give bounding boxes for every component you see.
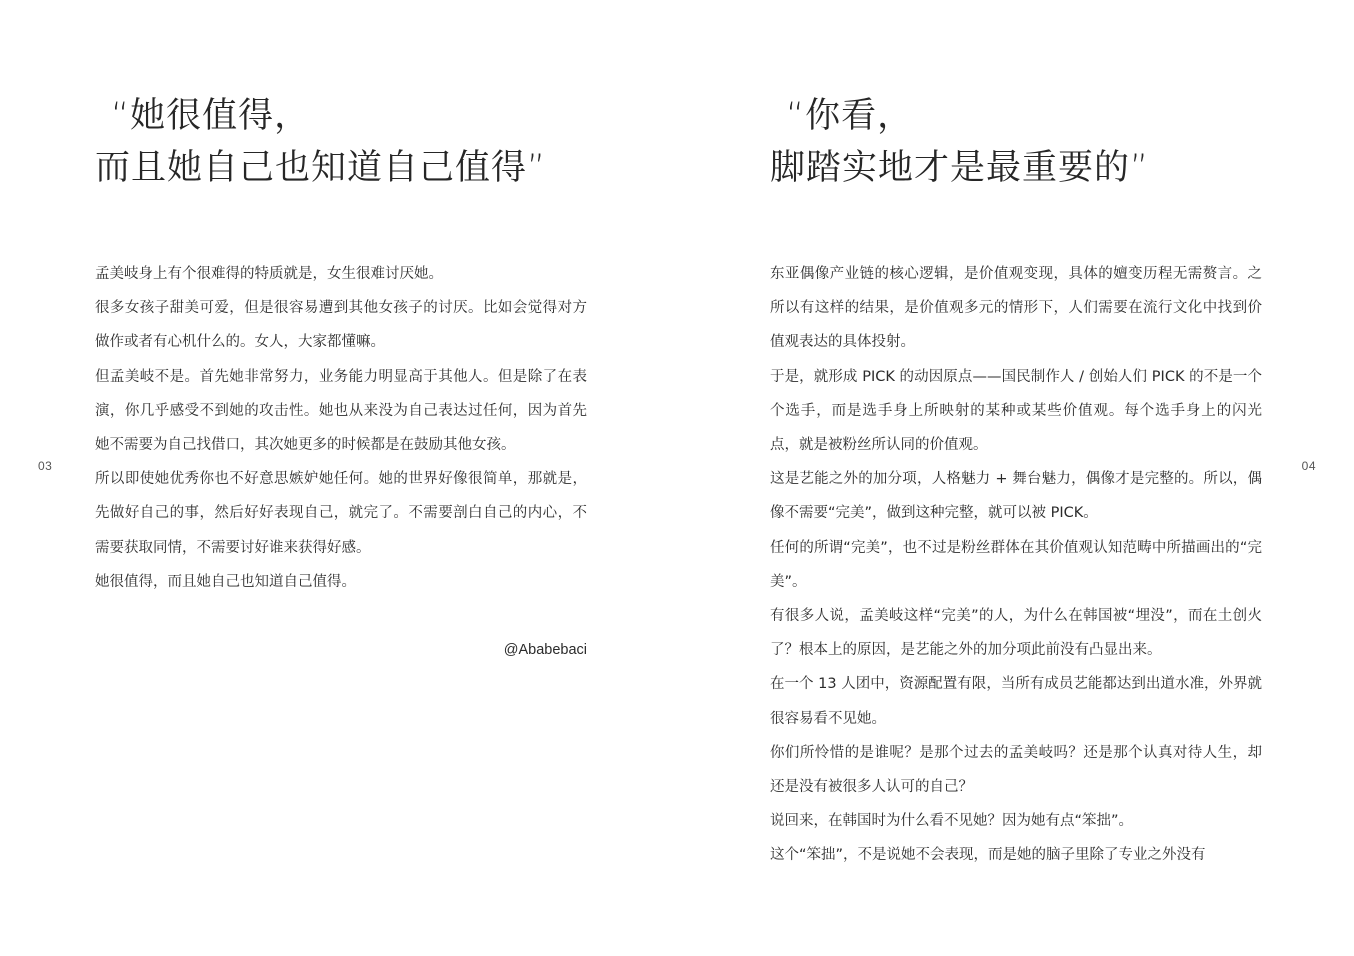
page-number: 03 xyxy=(38,459,53,473)
page-title xyxy=(95,90,546,194)
paragraph: 有很多人说，孟美岐这样“完美”的人，为什么在韩国被“埋没”，而在土创火了？根本上的原因，是艺能之外的加分项此前没有凸显出来。 xyxy=(770,608,1262,659)
title-line: “她很值得， xyxy=(111,96,311,136)
paragraph: 东亚偶像产业链的核心逻辑，是价值观变现，具体的嬗变历程无需赘言。之所以有这样的结果，是价值观多元的情形下，人们需要在流行文化中找到价值观表达的具体投射。 xyxy=(770,266,1262,351)
right-page xyxy=(677,0,1354,956)
paragraph: 孟美岐身上有个很难得的特质就是，女生很难讨厌她。 xyxy=(95,266,443,282)
paragraph: 说回来，在韩国时为什么看不见她？因为她有点“笨拙”。 xyxy=(770,813,1134,830)
page-number: 04 xyxy=(1301,459,1316,473)
paragraph: 在一个 13 人团中，资源配置有限，当所有成员艺能都达到出道水准，外界就很容易看不见她。 xyxy=(770,676,1262,727)
paragraph: 但孟美岐不是。首先她非常努力，业务能力明显高于其他人。但是除了在表演，你几乎感受不到她的攻击性。她也从来没为自己表达过任何，因为首先她不需要为自己找借口，其次她更多的时候都是在鼓励其他女孩。 xyxy=(95,368,587,454)
paragraph: 这是艺能之外的加分项，人格魅力 + 舞台魅力，偶像才是完整的。所以，偶像不需要“完美”，做到这种完整，就可以被 PICK。 xyxy=(770,471,1262,522)
paragraph: 这个“笨拙”，不是说她不会表现，而是她的脑子里除了专业之外没有 xyxy=(770,847,1206,864)
paragraph: 你们所怜惜的是谁呢？是那个过去的孟美岐吗？还是那个认真对待人生，却还是没有被很多人认可的自己？ xyxy=(770,744,1262,796)
paragraph: 所以即使她优秀你也不好意思嫉妒她任何。她的世界好像很简单，那就是，先做好自己的事，然后好好表现自己，就完了。不需要剖白自己的内心，不需要获取同情，不需要讨好谁来获得好感。 xyxy=(95,471,587,556)
page-title xyxy=(770,90,1149,194)
article-body xyxy=(770,257,1262,873)
title-line: “你看， xyxy=(786,96,914,136)
paragraph: 任何的所谓“完美”，也不过是粉丝群体在其价值观认知范畴中所描画出的“完美”。 xyxy=(770,539,1262,590)
paragraph: 于是，就形成 PICK 的动因原点——国民制作人 / 创始人们 PICK 的不是一个个选手，而是选手身上所映射的某种或某些价值观。每个选手身上的闪光点，就是被粉丝所认同的价值观。 xyxy=(770,368,1262,454)
author-signature: @Ababebaci xyxy=(503,642,587,659)
title-line: 脚踏实地才是最重要的” xyxy=(770,148,1150,188)
paragraph: 她很值得，而且她自己也知道自己值得。 xyxy=(95,573,356,590)
paragraph: 很多女孩子甜美可爱，但是很容易遭到其他女孩子的讨厌。比如会觉得对方做作或者有心机什么的。女人，大家都懂嘛。 xyxy=(95,300,587,351)
title-line: 而且她自己也知道自己值得” xyxy=(95,148,547,188)
article-body xyxy=(95,257,587,667)
